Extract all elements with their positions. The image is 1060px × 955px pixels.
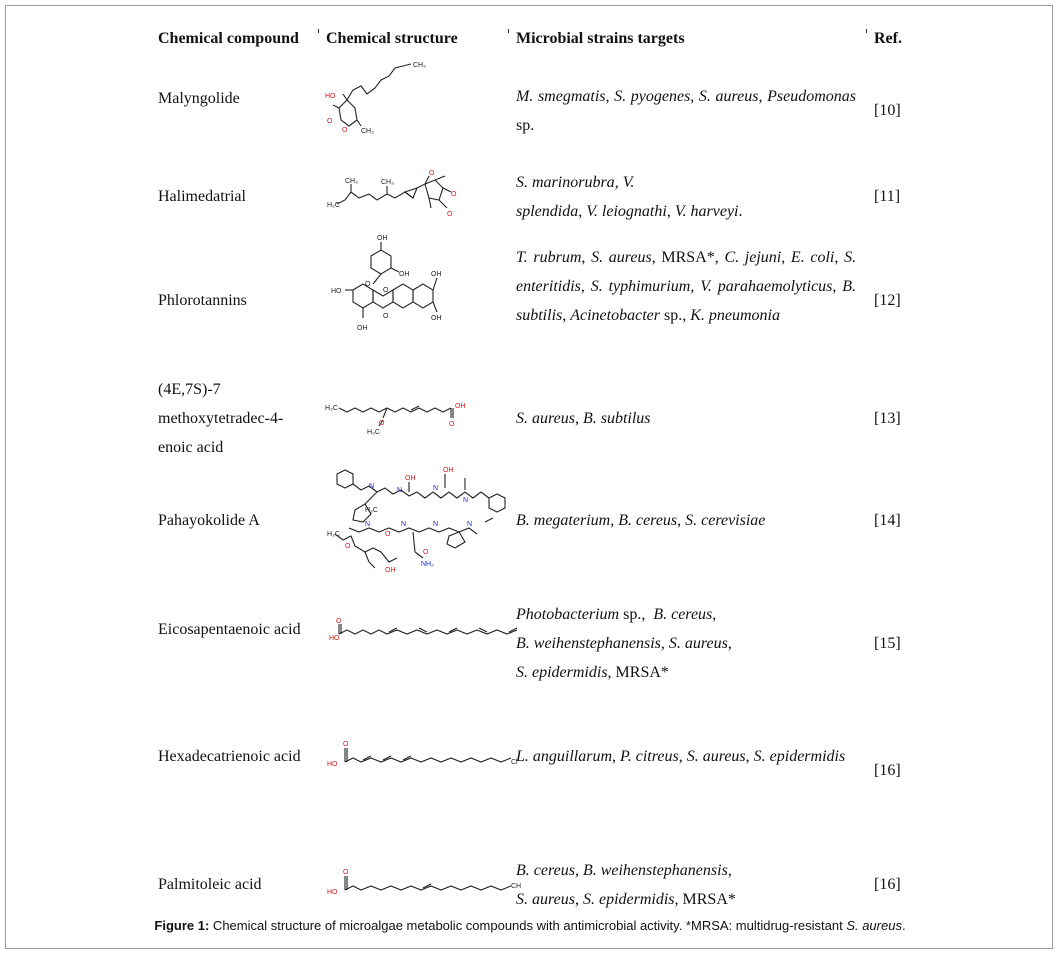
caption-text: Chemical structure of microalgae metabolic compounds with antimicrobial activity. *MRSA: multidrug-resistant bbox=[209, 918, 847, 933]
svg-text:O: O bbox=[423, 549, 429, 556]
svg-text:HO: HO bbox=[331, 288, 342, 295]
column-tick bbox=[508, 29, 509, 33]
caption-species: S. aureus bbox=[846, 918, 902, 933]
reference: [11] bbox=[874, 188, 901, 205]
svg-text:O: O bbox=[385, 531, 391, 538]
methoxytetradecenoic-acid-structure bbox=[325, 396, 475, 436]
svg-text:NH₂: NH₂ bbox=[421, 561, 434, 568]
header-ref: Ref. bbox=[874, 30, 902, 47]
target-strains: B. cereus, B. weihenstephanensis, S. aureus, S. epidermidis, MRSA* bbox=[516, 862, 736, 908]
caption-end: . bbox=[901, 918, 906, 933]
target-strains: L. anguillarum, P. citreus, S. aureus, S. epidermidis bbox=[516, 748, 846, 765]
svg-text:O: O bbox=[451, 191, 457, 198]
svg-text:O: O bbox=[327, 118, 333, 125]
svg-text:N: N bbox=[365, 521, 371, 528]
compound-name: Pahayokolide A bbox=[158, 512, 260, 529]
caption-label: Figure 1: bbox=[154, 918, 210, 933]
compound-name: Hexadecatrienoic acid bbox=[158, 748, 301, 765]
reference: [16] bbox=[874, 762, 901, 779]
reference: [16] bbox=[874, 876, 901, 893]
svg-text:HO: HO bbox=[329, 635, 340, 642]
svg-text:O: O bbox=[449, 421, 455, 428]
svg-text:CH₃: CH₃ bbox=[413, 62, 426, 69]
svg-text:HO: HO bbox=[325, 93, 336, 100]
target-strains: S. aureus, B. subtilus bbox=[516, 410, 651, 427]
svg-text:OH: OH bbox=[357, 325, 368, 332]
header-targets: Microbial strains targets bbox=[516, 30, 685, 47]
svg-text:Cl: Cl bbox=[511, 759, 518, 766]
figure-caption bbox=[0, 918, 1060, 933]
svg-text:CH₃: CH₃ bbox=[345, 178, 358, 185]
svg-text:CH₃: CH₃ bbox=[361, 128, 374, 135]
halimedatrial-structure bbox=[325, 170, 465, 226]
svg-text:N: N bbox=[401, 521, 407, 528]
svg-text:CH₃: CH₃ bbox=[381, 179, 394, 186]
compound-name: Phlorotannins bbox=[158, 292, 247, 309]
svg-text:HO: HO bbox=[327, 761, 338, 768]
svg-text:O: O bbox=[343, 869, 349, 876]
svg-text:H₃C: H₃C bbox=[327, 202, 340, 209]
svg-text:O: O bbox=[365, 281, 371, 288]
svg-text:OH: OH bbox=[431, 315, 442, 322]
svg-text:N: N bbox=[467, 521, 473, 528]
target-strains: Photobacterium sp., B. cereus, B. weihenstephanensis, S. aureus, S. epidermidis, MRSA* bbox=[516, 606, 732, 681]
svg-text:OH: OH bbox=[405, 475, 416, 482]
reference: [15] bbox=[874, 635, 901, 652]
column-tick bbox=[318, 29, 319, 33]
svg-text:CH: CH bbox=[511, 883, 522, 890]
svg-text:O: O bbox=[345, 543, 351, 550]
svg-text:O: O bbox=[343, 741, 349, 748]
target-strains: M. smegmatis, S. pyogenes, S. aureus, Pseudomonas sp. bbox=[516, 88, 857, 134]
svg-text:O: O bbox=[383, 313, 389, 320]
svg-text:O: O bbox=[379, 420, 385, 427]
compound-name: Malyngolide bbox=[158, 90, 240, 107]
svg-text:O: O bbox=[336, 618, 342, 625]
eicosapentaenoic-acid-structure bbox=[325, 614, 520, 650]
svg-text:OH: OH bbox=[377, 235, 388, 242]
svg-text:H₃C: H₃C bbox=[365, 507, 378, 514]
hexadecatrienoic-acid-structure bbox=[325, 738, 525, 774]
svg-text:HO: HO bbox=[327, 889, 338, 896]
svg-text:N: N bbox=[433, 485, 439, 492]
compound-name: Halimedatrial bbox=[158, 188, 246, 205]
compound-name: Eicosapentaenoic acid bbox=[158, 621, 301, 638]
svg-text:N: N bbox=[369, 483, 375, 490]
target-strains: S. marinorubra, V. splendida, V. leiognathi, V. harveyi. bbox=[516, 174, 743, 220]
svg-text:N: N bbox=[463, 497, 469, 504]
figure-frame bbox=[5, 5, 1053, 949]
svg-text:OH: OH bbox=[431, 271, 442, 278]
phlorotannin-structure bbox=[325, 234, 455, 342]
reference: [12] bbox=[874, 292, 901, 309]
compound-name: (4E,7S)-7 methoxytetradec-4-enoic acid bbox=[158, 381, 284, 456]
reference: [14] bbox=[874, 512, 901, 529]
reference: [10] bbox=[874, 102, 901, 119]
header-compound: Chemical compound bbox=[158, 30, 299, 47]
svg-text:O: O bbox=[447, 211, 453, 218]
svg-text:OH: OH bbox=[455, 403, 466, 410]
svg-text:OH: OH bbox=[399, 271, 410, 278]
palmitoleic-acid-structure bbox=[325, 866, 525, 902]
svg-text:H₃C: H₃C bbox=[327, 531, 340, 538]
target-strains: B. megaterium, B. cereus, S. cerevisiae bbox=[516, 512, 766, 529]
compound-name: Palmitoleic acid bbox=[158, 876, 262, 893]
column-tick bbox=[866, 29, 867, 33]
header-structure: Chemical structure bbox=[326, 30, 458, 47]
svg-text:N: N bbox=[433, 521, 439, 528]
svg-text:O: O bbox=[342, 127, 348, 134]
pahayokolide-structure bbox=[325, 462, 515, 578]
target-strains: T. rubrum, S. aureus, MRSA*, C. jejuni, E. coli, S. enteritidis, S. typhimurium, V. parahaemolyticus, B. subtilis, Acinetobacter sp., K. pneumonia bbox=[516, 249, 857, 324]
svg-text:OH: OH bbox=[443, 467, 454, 474]
svg-text:H₃C: H₃C bbox=[325, 405, 338, 412]
svg-text:OH: OH bbox=[385, 567, 396, 574]
malyngolide-structure bbox=[325, 60, 435, 138]
svg-text:N: N bbox=[397, 487, 403, 494]
svg-text:H₃C: H₃C bbox=[367, 429, 380, 436]
svg-text:O: O bbox=[429, 170, 435, 177]
svg-text:O: O bbox=[383, 287, 389, 294]
reference: [13] bbox=[874, 410, 901, 427]
